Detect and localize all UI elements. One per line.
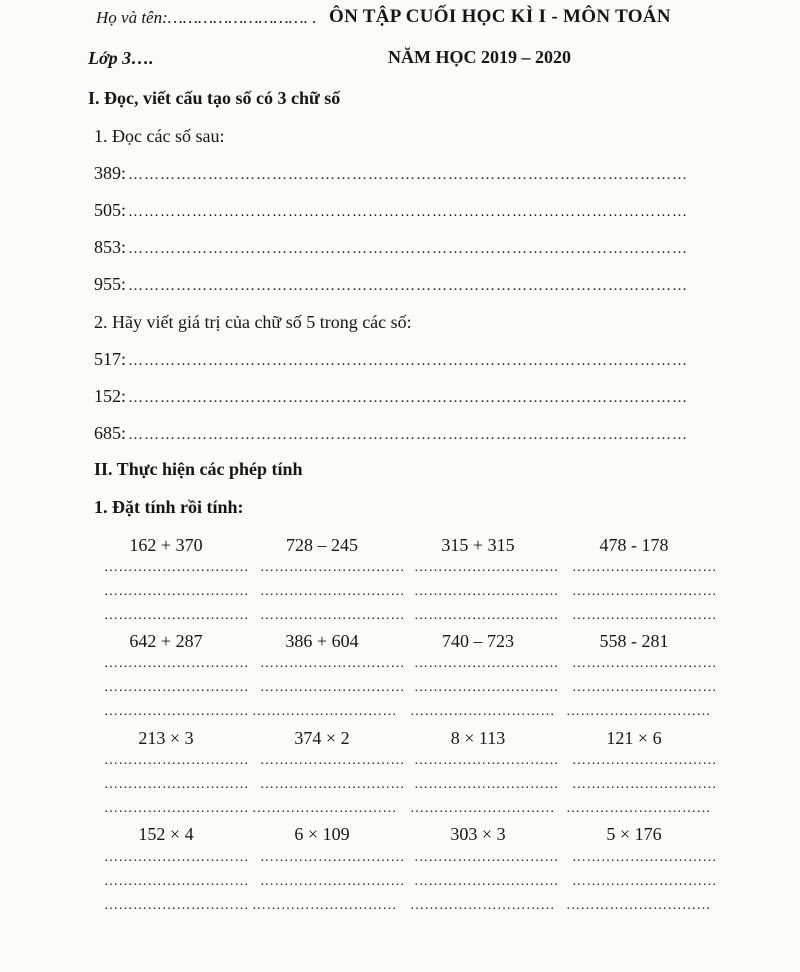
work-dots[interactable]: …………………………: [566, 898, 711, 913]
calc-expression: 213 × 3: [138, 728, 194, 748]
work-dots[interactable]: …………………………: [104, 680, 249, 695]
answer-dots: ……………………………………………………………………………………………: [128, 241, 689, 257]
calc-expression: 478 - 178: [599, 535, 669, 555]
calc-expression: 642 + 287: [129, 631, 203, 651]
part1-q2-prompt: 2. Hãy viết giá trị của chữ số 5 trong các số:: [94, 312, 412, 332]
worksheet-title: ÔN TẬP CUỐI HỌC KÌ I - MÔN TOÁN: [329, 6, 671, 27]
answer-dots: ……………………………………………………………………………………………: [128, 427, 689, 443]
work-dots[interactable]: …………………………: [572, 656, 717, 671]
read-line-label: 505:: [94, 200, 127, 220]
calc-expression: 386 + 604: [285, 631, 359, 651]
work-dots[interactable]: …………………………: [104, 874, 249, 889]
work-dots[interactable]: …………………………: [260, 584, 405, 599]
calc-expression: 5 × 176: [606, 824, 662, 844]
calc-expression: 152 × 4: [138, 824, 194, 844]
work-dots[interactable]: …………………………: [572, 777, 717, 792]
work-dots[interactable]: …………………………: [260, 560, 405, 575]
digit-value-line[interactable]: [94, 349, 700, 371]
read-line[interactable]: [94, 200, 700, 222]
work-dots[interactable]: …………………………: [260, 608, 405, 623]
calc-expression: 374 × 2: [294, 728, 350, 748]
read-line[interactable]: [94, 237, 700, 259]
calc-expression: 303 × 3: [450, 824, 506, 844]
part2-q1-prompt: 1. Đặt tính rồi tính:: [94, 497, 244, 517]
work-dots[interactable]: …………………………: [414, 584, 559, 599]
work-dots[interactable]: …………………………: [414, 874, 559, 889]
work-dots[interactable]: …………………………: [252, 898, 397, 913]
work-dots[interactable]: …………………………: [566, 704, 711, 719]
read-line[interactable]: [94, 274, 700, 296]
work-dots[interactable]: …………………………: [414, 560, 559, 575]
work-dots[interactable]: …………………………: [572, 608, 717, 623]
work-dots[interactable]: …………………………: [260, 874, 405, 889]
school-year: NĂM HỌC 2019 – 2020: [388, 47, 571, 67]
work-dots[interactable]: …………………………: [414, 608, 559, 623]
work-dots[interactable]: …………………………: [414, 656, 559, 671]
answer-dots: ……………………………………………………………………………………………: [128, 353, 689, 369]
work-dots[interactable]: …………………………: [260, 680, 405, 695]
answer-dots: ……………………………………………………………………………………………: [128, 167, 689, 183]
work-dots[interactable]: …………………………: [260, 753, 405, 768]
work-dots[interactable]: …………………………: [414, 777, 559, 792]
work-dots[interactable]: …………………………: [572, 874, 717, 889]
calc-expression: 740 – 723: [442, 631, 514, 651]
work-dots[interactable]: …………………………: [104, 777, 249, 792]
answer-dots: ……………………………………………………………………………………………: [128, 278, 689, 294]
digit-value-label: 152:: [94, 386, 127, 406]
work-dots[interactable]: …………………………: [260, 656, 405, 671]
work-dots[interactable]: …………………………: [104, 801, 249, 816]
work-dots[interactable]: …………………………: [414, 850, 559, 865]
work-dots[interactable]: …………………………: [260, 777, 405, 792]
student-name-label: Họ và tên:………………………. .: [96, 8, 317, 27]
work-dots[interactable]: …………………………: [410, 898, 555, 913]
read-line-label: 389:: [94, 163, 127, 183]
work-dots[interactable]: …………………………: [104, 704, 249, 719]
work-dots[interactable]: …………………………: [410, 801, 555, 816]
read-line-label: 955:: [94, 274, 127, 294]
work-dots[interactable]: …………………………: [260, 850, 405, 865]
work-dots[interactable]: …………………………: [414, 753, 559, 768]
calc-expression: 558 - 281: [599, 631, 669, 651]
part1-heading: I. Đọc, viết cấu tạo số có 3 chữ số: [88, 88, 341, 108]
read-line-label: 853:: [94, 237, 127, 257]
work-dots[interactable]: …………………………: [104, 584, 249, 599]
calc-expression: 8 × 113: [450, 728, 506, 748]
calc-expression: 728 – 245: [286, 535, 358, 555]
work-dots[interactable]: …………………………: [572, 584, 717, 599]
work-dots[interactable]: …………………………: [104, 560, 249, 575]
calc-expression: 6 × 109: [294, 824, 350, 844]
work-dots[interactable]: …………………………: [252, 704, 397, 719]
work-dots[interactable]: …………………………: [252, 801, 397, 816]
calc-expression: 162 + 370: [129, 535, 203, 555]
digit-value-line[interactable]: [94, 423, 700, 445]
answer-dots: ……………………………………………………………………………………………: [128, 204, 689, 220]
work-dots[interactable]: …………………………: [572, 560, 717, 575]
part1-q1-prompt: 1. Đọc các số sau:: [94, 126, 225, 146]
work-dots[interactable]: …………………………: [410, 704, 555, 719]
work-dots[interactable]: …………………………: [104, 753, 249, 768]
work-dots[interactable]: …………………………: [572, 680, 717, 695]
calc-expression: 121 × 6: [606, 728, 662, 748]
digit-value-label: 517:: [94, 349, 127, 369]
work-dots[interactable]: …………………………: [104, 850, 249, 865]
work-dots[interactable]: …………………………: [104, 656, 249, 671]
work-dots[interactable]: …………………………: [566, 801, 711, 816]
work-dots[interactable]: …………………………: [414, 680, 559, 695]
calc-expression: 315 + 315: [441, 535, 515, 555]
answer-dots: ……………………………………………………………………………………………: [128, 390, 689, 406]
class-label: Lớp 3….: [88, 48, 154, 68]
digit-value-line[interactable]: [94, 386, 700, 408]
work-dots[interactable]: …………………………: [572, 753, 717, 768]
work-dots[interactable]: …………………………: [104, 608, 249, 623]
read-line[interactable]: [94, 163, 700, 185]
work-dots[interactable]: …………………………: [572, 850, 717, 865]
part2-heading: II. Thực hiện các phép tính: [94, 459, 303, 479]
digit-value-label: 685:: [94, 423, 127, 443]
work-dots[interactable]: …………………………: [104, 898, 249, 913]
